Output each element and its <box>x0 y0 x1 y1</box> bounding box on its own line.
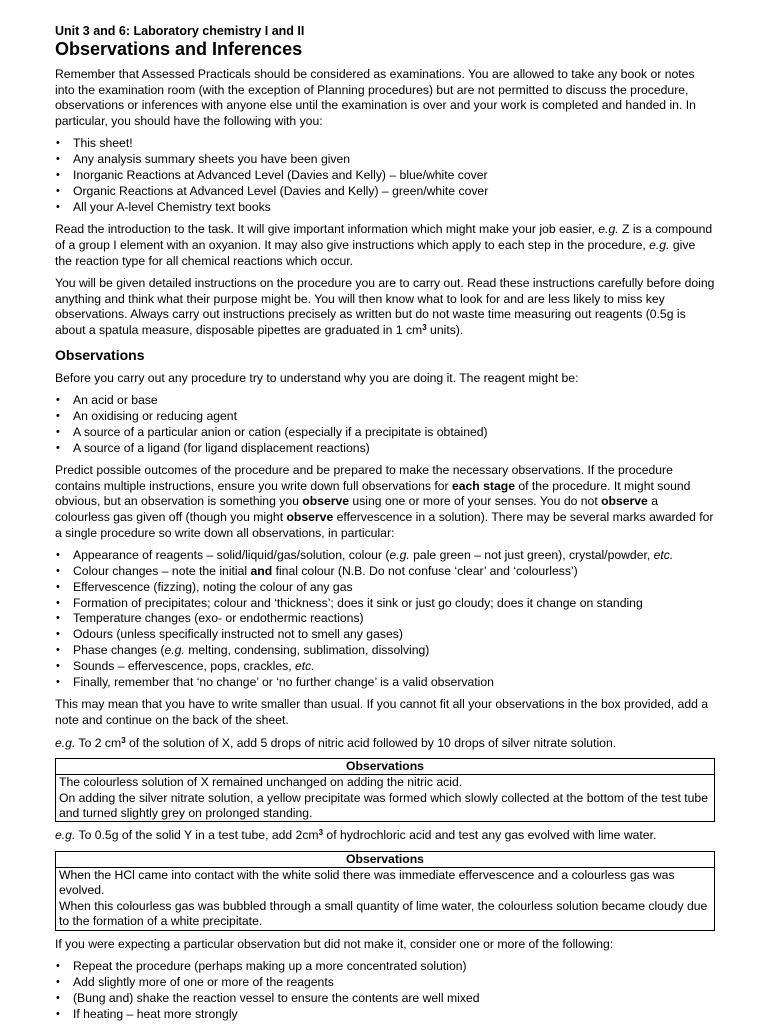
observations-box-body <box>56 868 714 930</box>
list-item: • Repeat the procedure (perhaps making up a more concentrated solution) <box>55 959 715 975</box>
unit-heading: Unit 3 and 6: Laboratory chemistry I and II <box>55 24 305 38</box>
required-items-list <box>55 136 715 215</box>
example-1-observations-box <box>55 758 715 822</box>
list-item: • If heating – heat more strongly <box>55 1007 715 1023</box>
introduction-paragraph: Read the introduction to the task. It will give important information which might make your job easier, e.g. Z is a compound of a group I element with an oxyanion. It may also give instructions which apply to each step in the procedure, e.g. give the reaction type for all chemical reactions which occur. <box>55 222 713 268</box>
list-item: • This sheet! <box>55 136 715 152</box>
list-item: • An acid or base <box>55 393 715 409</box>
example-2-instruction: e.g. To 0.5g of the solid Y in a test tube, add $2cm^3$ of hydrochloric acid and test any gas evolved with lime water. <box>55 828 657 843</box>
reagent-paragraph: Before you carry out any procedure try to understand why you are doing it. The reagent might be: <box>55 370 579 385</box>
list-item: • Organic Reactions at Advanced Level (Davies and Kelly) – green/white cover <box>55 184 715 200</box>
list-item: • Formation of precipitates; colour and ‘thickness’; does it sink or just go cloudy; does it change on standing <box>55 596 715 612</box>
list-item: • Add slightly more of one or more of the reagents <box>55 975 715 991</box>
observation-checklist <box>55 548 715 690</box>
reagent-list <box>55 393 715 456</box>
list-item: • Inorganic Reactions at Advanced Level (Davies and Kelly) – blue/white cover <box>55 168 715 184</box>
observations-box-header: Observations <box>56 852 714 868</box>
list-item: • (Bung and) shake the reaction vessel to ensure the contents are well mixed <box>55 991 715 1007</box>
troubleshoot-paragraph: If you were expecting a particular observation but did not make it, consider one or more of the following: <box>55 936 614 951</box>
troubleshoot-list <box>55 959 715 1022</box>
list-item: • Appearance of reagents – solid/liquid/gas/solution, colour (e.g. pale green – not just green), crystal/powder, etc. <box>55 548 715 564</box>
observation-line: When this colourless gas was bubbled through a small quantity of lime water, the colourless solution became cloudy due to the formation of a white precipitate. <box>59 898 708 929</box>
list-item: • Sounds – effervescence, pops, crackles, etc. <box>55 659 715 675</box>
list-item: • Odours (unless specifically instructed not to smell any gases) <box>55 627 715 643</box>
list-item: • Any analysis summary sheets you have been given <box>55 152 715 168</box>
page-title: Observations and Inferences <box>55 39 303 59</box>
list-item: • A source of a ligand (for ligand displacement reactions) <box>55 441 715 457</box>
example-2-observations-box <box>55 851 715 931</box>
list-item: • An oxidising or reducing agent <box>55 409 715 425</box>
list-item: • Finally, remember that ‘no change’ or ‘no further change’ is a valid observation <box>55 675 715 691</box>
list-item: • Effervescence (fizzing), noting the colour of any gas <box>55 580 715 596</box>
observations-box-header: Observations <box>56 759 714 775</box>
instructions-paragraph: You will be given detailed instructions on the procedure you are to carry out. Read these instructions carefully before doing anything and think what their purpose might be. You will then know what to look for and are less likely to miss key observations. Always carry out instructions precisely as written but do not waste time measuring out reagents (0.5g is about a spatula measure, disposable pipettes are graduated in 1 $cm^3$ units). <box>55 276 715 337</box>
space-paragraph: This may mean that you have to write smaller than usual. If you cannot fit all your observations in the box provided, add a note and continue on the back of the sheet. <box>55 697 709 728</box>
list-item: • Temperature changes (exo- or endothermic reactions) <box>55 611 715 627</box>
list-item: • Colour changes – note the initial and final colour (N.B. Do not confuse ‘clear’ and ‘colourless’) <box>55 564 715 580</box>
observation-line: On adding the silver nitrate solution, a yellow precipitate was formed which slowly collected at the bottom of the test tube and turned slightly grey on prolonged standing. <box>59 790 708 821</box>
observation-line: The colourless solution of X remained unchanged on adding the nitric acid. <box>59 775 463 790</box>
observations-box-body <box>56 775 714 821</box>
predict-paragraph: Predict possible outcomes of the procedure and be prepared to make the necessary observations. If the procedure contains multiple instructions, ensure you write down full observations for each stage of the procedure. It might sound obvious, but an observation is something you observe using one or more of your senses. You do not observe a colourless gas given off (though you might observe effervescence in a solution). There may be several marks awarded for a single procedure so write down all observations, in particular: <box>55 463 714 540</box>
list-item: • Phase changes (e.g. melting, condensing, sublimation, dissolving) <box>55 643 715 659</box>
section-heading-observations: Observations <box>55 346 145 363</box>
observation-line: When the HCl came into contact with the white solid there was immediate effervescence and a colourless gas was evolved. <box>59 868 675 898</box>
example-1-instruction: e.g. To 2 $cm^3$ of the solution of X, add 5 drops of nitric acid followed by 10 drops of silver nitrate solution. <box>55 735 617 750</box>
list-item: • A source of a particular anion or cation (especially if a precipitate is obtained) <box>55 425 715 441</box>
intro-paragraph: Remember that Assessed Practicals should be considered as examinations. You are allowed to take any book or notes into the examination room (with the exception of Planning procedures) but are not permitted to discuss the procedure, observations or inferences with anyone else until the examination is over and your work is completed and handed in. In particular, you should have the following with you: <box>55 67 696 128</box>
list-item: • All your A-level Chemistry text books <box>55 200 715 216</box>
document-page <box>55 24 715 1029</box>
